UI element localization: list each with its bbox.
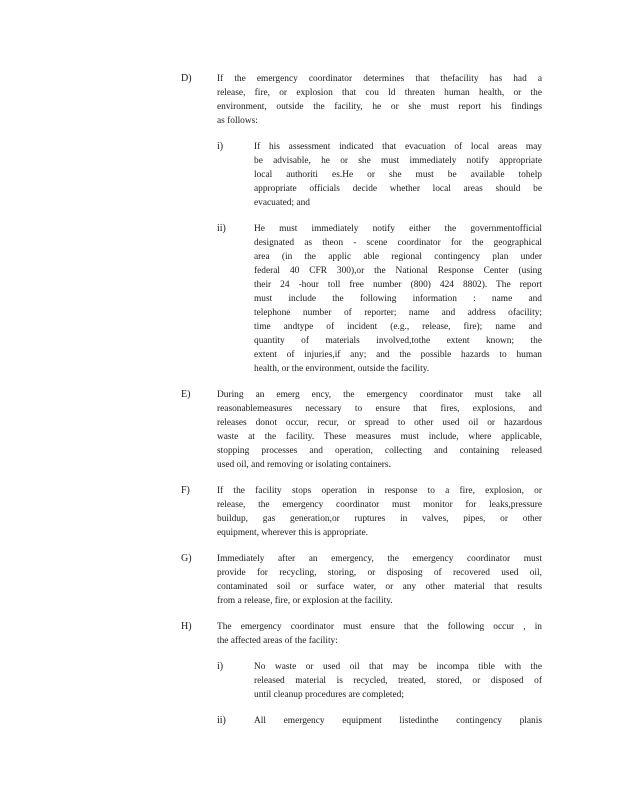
subitem-d-ii-line: federal 40 CFR 300),or the National Response Center (using — [254, 266, 542, 276]
item-f-line: buildup, gas generation,or ruptures in valves, pipes, or other — [217, 514, 542, 524]
subitem-d-ii-line: He must immediately notify either the governmentofficial — [254, 224, 542, 234]
item-label-h: H) — [181, 621, 192, 632]
subitem-d-i-line: local authoriti es.He or she must be available tohelp — [254, 170, 542, 180]
subitem-h-i-line: until cleanup procedures are completed; — [254, 690, 404, 700]
item-e-line: waste at the facility. These measures must include, where applicable, — [217, 432, 542, 442]
subitem-d-ii-line: time andtype of incident (e.g., release, fire); name and — [254, 322, 542, 332]
subitem-label-d-ii: ii) — [217, 223, 226, 234]
item-h-line: The emergency coordinator must ensure that the following occur , in — [217, 622, 542, 632]
item-e-line: releases donot occur, recur, or spread to other used oil or hazardous — [217, 418, 542, 428]
item-e-line: stopping processes and operation, collecting and containing released — [217, 446, 542, 456]
subitem-label-h-i: i) — [217, 661, 224, 672]
item-g-line: provide for recycling, storing, or disposing of recovered used oil, — [217, 568, 542, 578]
subitem-d-ii-line: area (in the applic able regional contingency plan under — [254, 252, 542, 262]
item-g-line: from a release, fire, or explosion at the facility. — [217, 596, 393, 606]
item-h-line: the affected areas of the facility: — [217, 636, 338, 646]
subitem-d-ii-line: their 24 -hour toll free number (800) 424 8802). The report — [254, 280, 542, 290]
item-d-line: environment, outside the facility, he or she must report his findings — [217, 102, 542, 112]
item-label-g: G) — [181, 553, 192, 564]
subitem-label-d-i: i) — [217, 141, 224, 152]
subitem-h-i-line: No waste or used oil that may be incompa tible with the — [254, 662, 542, 672]
item-d-line: release, fire, or explosion that cou ld threaten human health, or the — [217, 88, 542, 98]
item-g-line: contaminated soil or surface water, or any other material that results — [217, 582, 542, 592]
item-f-line: If the facility stops operation in response to a fire, explosion, or — [217, 486, 542, 496]
item-g-line: Immediately after an emergency, the emergency coordinator must — [217, 554, 542, 564]
subitem-d-ii-line: must include the following information : name and — [254, 294, 542, 304]
subitem-d-i-line: evacuated; and — [254, 198, 310, 208]
subitem-d-ii-line: extent of injuries,if any; and the possible hazards to human — [254, 350, 542, 360]
subitem-h-ii-line: All emergency equipment listedinthe contingency planis — [254, 716, 542, 726]
subitem-d-ii-line: quantity of materials involved,tothe extent known; the — [254, 336, 542, 346]
subitem-label-h-ii: ii) — [217, 715, 226, 726]
subitem-d-i-line: be advisable, he or she must immediately notify appropriate — [254, 156, 542, 166]
subitem-h-i-line: released material is recycled, treated, stored, or disposed of — [254, 676, 542, 686]
subitem-d-ii-line: designated as theon - scene coordinator for the geographical — [254, 238, 542, 248]
subitem-d-ii-line: telephone number of reporter; name and address ofacility; — [254, 308, 542, 318]
item-label-d: D) — [181, 73, 192, 84]
subitem-d-ii-line: health, or the environment, outside the facility. — [254, 364, 430, 374]
item-label-e: E) — [181, 389, 191, 400]
subitem-d-i-line: appropriate officials decide whether local areas should be — [254, 184, 542, 194]
item-f-line: equipment, wherever this is appropriate. — [217, 528, 368, 538]
item-e-line: During an emerg ency, the emergency coordinator must take all — [217, 390, 542, 400]
item-f-line: release, the emergency coordinator must monitor for leaks,pressure — [217, 500, 542, 510]
item-label-f: F) — [181, 485, 190, 496]
subitem-d-i-line: If his assessment indicated that evacuation of local areas may — [254, 142, 542, 152]
item-e-line: used oil, and removing or isolating containers. — [217, 460, 391, 470]
item-d-line: as follows: — [217, 116, 258, 126]
item-e-line: reasonablemeasures necessary to ensure that fires, explosions, and — [217, 404, 542, 414]
item-d-line: If the emergency coordinator determines that thefacility has had a — [217, 74, 542, 84]
